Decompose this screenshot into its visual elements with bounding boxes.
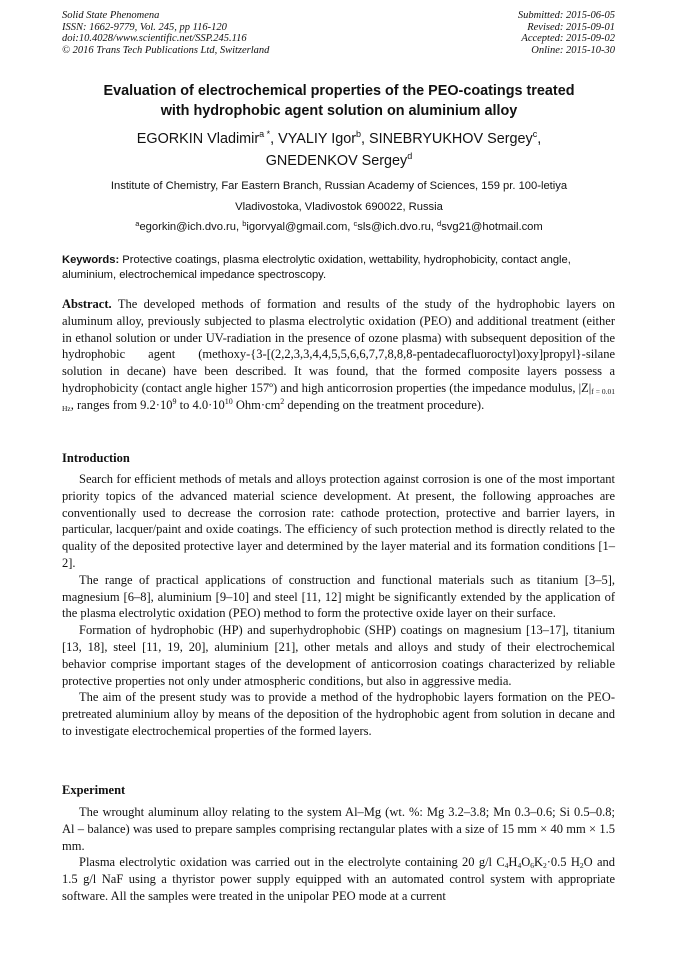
experiment-heading: Experiment <box>62 783 126 797</box>
email-d-marker: d <box>437 219 442 228</box>
exp-sub-5: 2 <box>579 861 584 871</box>
abstract <box>62 296 615 414</box>
author-1: EGORKIN Vladimir <box>136 131 260 147</box>
intro-paragraph-3: Formation of hydrophobic (HP) and superhydrophobic (SHP) coatings on magnesium [13–17], titanium [13, 18], steel [11, 19, 20], aluminium [21], other metals and alloys and study of their electrochemical behavior comprise important stages of the development of anticorrosion coatings characterized by reliable protective properties not only under atmospheric conditions, but also in aggressive media. <box>62 623 615 688</box>
experiment-paragraph-2 <box>62 854 615 904</box>
author-4: GNEDENKOV Sergey <box>265 153 408 169</box>
abstract-exponent-3: 2 <box>280 396 285 406</box>
email-c-marker: c <box>353 219 358 228</box>
author-3-marker: c <box>532 129 538 139</box>
email-a-marker: a <box>135 219 140 228</box>
email-a[interactable]: egorkin@ich.dvo.ru, <box>139 221 243 233</box>
revised-date: Revised: 2015-09-01 <box>527 21 615 33</box>
exp-sub-2: 4 <box>517 861 522 871</box>
keywords-label: Keywords: <box>62 254 120 266</box>
exp-text-f: O and 1.5 g/l NaF using a thyristor power supply equipped with an automated control system with appropriate software. All the samples were treated in the unipolar PEO mode at a current <box>62 855 615 903</box>
intro-paragraph-2: The range of practical applications of construction and functional materials such as titanium [3–5], magnesium [6–8], aluminium [9–10] and steel [11, 12] might be significantly extended by the application of the plasma electrolytic oxidation (PEO) method to form the protective oxide layer on their surface. <box>62 572 615 621</box>
affiliation <box>40 176 638 238</box>
abstract-text-3: to 4.0·10 <box>176 397 225 412</box>
author-3: , SINEBRYUKHOV Sergey <box>361 131 533 147</box>
intro-paragraph-4: The aim of the present study was to provide a method of the hydrophobic layers formation on the PEO-pretreated aluminium alloy by means of the deposition of the hydrophobic agent from solution in decane and to investigate electrochemical properties of the formed layers. <box>62 690 615 738</box>
copyright-line: © 2016 Trans Tech Publications Ltd, Switzerland <box>62 44 270 56</box>
issn-line: ISSN: 1662-9779, Vol. 245, pp 116-120 <box>62 21 227 33</box>
intro-paragraph-1: Search for efficient methods of metals and alloys protection against corrosion is one of the most important priority topics of the advanced material science development. At present, the following approaches are conventionally used to decrease the corrosion rate: cathode protection, protective and barrier layers, in particular, lacquer/paint and oxide coatings. The efficiency of such protection method is directly related to the quality of the deposited protective layer and determined by the layer material and its formation conditions [1–2]. <box>62 472 615 570</box>
author-2: , VYALIY Igor <box>270 131 356 147</box>
email-line <box>40 217 638 238</box>
abstract-text: The developed methods of formation and results of the study of the hydrophobic layers on aluminum alloy, previously subjected to plasma electrolytic oxidation (PEO) and additional treatment (either in ethanol solution or under UV-radiation in the presence of ozone plasma) with subsequent deposition of the hydrophobic agent (methoxy-{3-[(2,2,3,3,4,4,5,5,6,6,7,7,8,8,8-pentadecafluoroctyl)oxy]propyl}-silane solution in decane) have been described. It was found, that the formed composite layers possess a hydrophobicity (contact angle higher 157º) and high anticorrosion properties (the impedance modulus, |Z| <box>62 297 615 395</box>
abstract-exponent-1: 9 <box>172 396 177 406</box>
author-list <box>50 128 628 172</box>
introduction-heading: Introduction <box>62 451 130 465</box>
paper-title <box>40 81 638 121</box>
journal-name: Solid State Phenomena <box>62 10 160 21</box>
experiment-section <box>62 804 615 905</box>
author-2-marker: b <box>356 129 362 139</box>
exp-sub-1: 4 <box>504 861 509 871</box>
author-separator: , <box>537 131 542 147</box>
email-b[interactable]: igorvyal@gmail.com, <box>246 221 354 233</box>
online-date: Online: 2015-10-30 <box>531 44 615 56</box>
email-c[interactable]: sls@ich.dvo.ru, <box>357 221 438 233</box>
abstract-text-2: , ranges from 9.2·10 <box>70 397 173 412</box>
accepted-date: Accepted: 2015-09-02 <box>521 33 615 44</box>
exp-sub-3: 6 <box>530 861 534 871</box>
header-right <box>518 10 615 56</box>
exp-text-d: K <box>533 855 544 870</box>
exp-text-c: O <box>521 855 531 870</box>
abstract-text-4: Ohm·cm <box>232 397 281 412</box>
doi-line[interactable]: doi:10.4028/www.scientific.net/SSP.245.116 <box>62 33 247 44</box>
email-d[interactable]: svg21@hotmail.com <box>441 221 543 233</box>
title-line-2: with hydrophobic agent solution on aluminium alloy <box>160 103 518 119</box>
exp-text-e: ·0.5 H <box>546 855 580 870</box>
keywords <box>62 253 614 282</box>
keywords-text: Protective coatings, plasma electrolytic oxidation, wettability, hydrophobicity, contact angle, aluminium, electrochemical impedance spectroscopy. <box>62 254 571 281</box>
experiment-paragraph-1: The wrought aluminum alloy relating to the system Al–Mg (wt. %: Mg 3.2–3.8; Mn 0.3–0.6; Si 0.5–0.8; Al – balance) was used to prepare samples comprising rectangular plates with a size of 15 mm × 40 mm × 1.5 mm. <box>62 805 615 853</box>
header-left <box>62 10 269 56</box>
exp-sub-4: 2 <box>543 861 547 871</box>
abstract-text-5: depending on the treatment procedure). <box>284 397 485 412</box>
affiliation-line-2: Vladivostoka, Vladivostok 690022, Russia <box>235 200 443 213</box>
introduction-section <box>62 471 615 740</box>
submitted-date: Submitted: 2015-06-05 <box>517 10 615 21</box>
author-4-marker: d <box>407 151 413 161</box>
exp-text-a: Plasma electrolytic oxidation was carried out in the electrolyte containing 20 g/l C <box>79 855 505 870</box>
exp-text-b: H <box>508 855 518 870</box>
author-1-marker: a * <box>259 129 271 139</box>
title-line-1: Evaluation of electrochemical properties of the PEO-coatings treated <box>103 83 575 99</box>
abstract-subscript: f = 0.01 Hz <box>62 386 615 413</box>
affiliation-line-1: Institute of Chemistry, Far Eastern Branch, Russian Academy of Sciences, 159 pr. 100-letiya <box>110 180 568 192</box>
abstract-label: Abstract. <box>62 297 112 311</box>
abstract-exponent-2: 10 <box>224 396 233 406</box>
email-b-marker: b <box>242 219 247 228</box>
